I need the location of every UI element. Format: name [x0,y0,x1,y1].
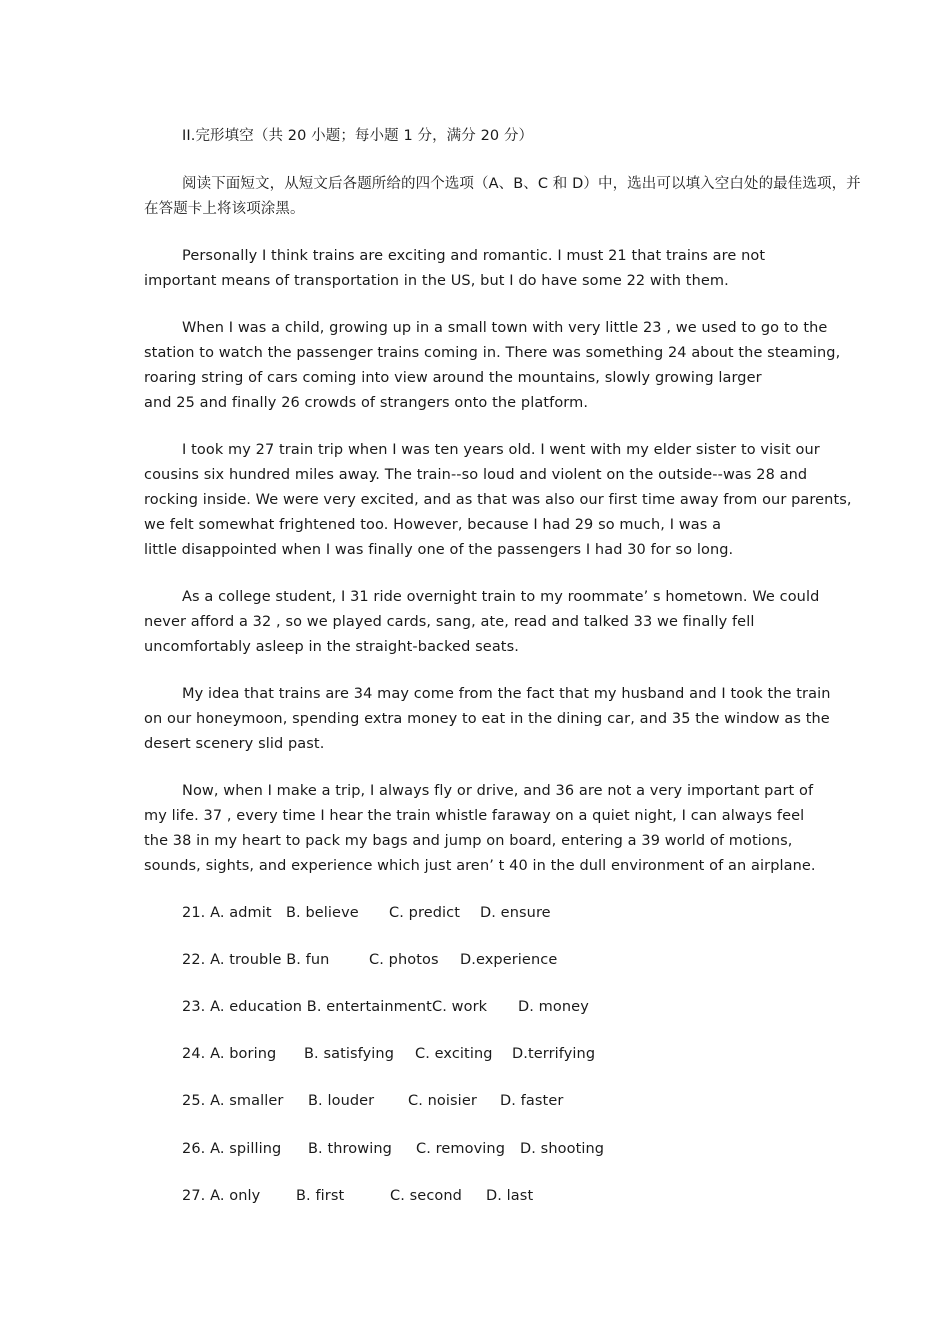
passage-line: I took my 27 train trip when I was ten years old. I went with my elder sister to visit our [182,442,820,458]
passage-line: desert scenery slid past. [144,736,325,752]
option-a: 25. A. smaller [182,1093,284,1109]
section-title: II.完形填空（共 20 小题；每小题 1 分，满分 20 分） [182,128,534,144]
passage-line: on our honeymoon, spending extra money to eat in the dining car, and 35 the window as the [144,711,830,727]
passage-line: my life. 37 , every time I hear the train whistle faraway on a quiet night, I can always feel [144,808,805,824]
passage-line: never afford a 32 , so we played cards, sang, ate, read and talked 33 we finally fell [144,614,755,630]
option-c: C. predict [389,905,461,921]
passage-line: little disappointed when I was finally one of the passengers I had 30 for so long. [144,542,734,558]
passage-paragraph [144,585,820,660]
option-a: 27. A. only [182,1188,261,1204]
passage-line: the 38 in my heart to pack my bags and jump on board, entering a 39 world of motions, [144,833,793,849]
passage-line: and 25 and finally 26 crowds of strangers onto the platform. [144,395,589,411]
option-c: C. photos [369,952,439,968]
option-c: C. second [390,1188,462,1204]
instructions-line: 阅读下面短文，从短文后各题所给的四个选项（A、B、C 和 D）中，选出可以填入空白处的最佳选项，并 [182,176,861,192]
passage-line: roaring string of cars coming into view around the mountains, slowly growing larger [144,370,762,386]
passage-line: My idea that trains are 34 may come from the fact that my husband and I took the train [182,686,831,702]
passage-line: Personally I think trains are exciting and romantic. I must 21 that trains are not [182,248,766,264]
passage-line: When I was a child, growing up in a small town with very little 23 , we used to go to the [182,320,828,336]
passage-paragraph [144,779,816,879]
passage-paragraph [144,316,841,416]
passage-line: cousins six hundred miles away. The train--so loud and violent on the outside--was 28 and [144,467,808,483]
option-c: C. noisier [408,1093,477,1109]
option-ab: 23. A. education B. entertainment [182,999,432,1015]
passage-line: important means of transportation in the US, but I do have some 22 with them. [144,273,729,289]
option-d: D. shooting [520,1141,605,1157]
passage-line: we felt somewhat frightened too. However, because I had 29 so much, I was a [144,517,722,533]
option-c: C. removing [416,1141,506,1157]
option-b: B. first [296,1188,345,1204]
option-a: 24. A. boring [182,1046,277,1062]
option-c: C. exciting [415,1046,493,1062]
option-b: B. throwing [308,1141,392,1157]
option-a: 26. A. spilling [182,1141,282,1157]
option-d: D. ensure [480,905,551,921]
passage-line: Now, when I make a trip, I always fly or drive, and 36 are not a very important part of [182,783,814,799]
passage-line: rocking inside. We were very excited, and as that was also our first time away from our parents, [144,492,852,508]
instructions-line: 在答题卡上将该项涂黑。 [144,201,305,217]
option-d: D.experience [460,952,558,968]
passage-line: As a college student, I 31 ride overnight train to my roommate’ s hometown. We could [182,589,820,605]
passage-line: uncomfortably asleep in the straight-backed seats. [144,639,519,655]
option-d: D.terrifying [512,1046,596,1062]
passage-line: sounds, sights, and experience which just aren’ t 40 in the dull environment of an airplane. [144,858,816,874]
instructions [144,172,861,222]
option-d: D. last [486,1188,534,1204]
option-a: 21. A. admit [182,905,272,921]
passage-paragraph [144,244,812,294]
option-c: C. work [432,999,488,1015]
option-d: D. money [518,999,589,1015]
option-b: B. believe [286,905,359,921]
option-b: B. louder [308,1093,375,1109]
passage-line: station to watch the passenger trains coming in. There was something 24 about the steaming, [144,345,841,361]
passage-paragraph [144,438,852,563]
option-b: B. satisfying [304,1046,395,1062]
option-d: D. faster [500,1093,564,1109]
passage-paragraph [144,682,831,757]
option-ab: 22. A. trouble B. fun [182,952,330,968]
